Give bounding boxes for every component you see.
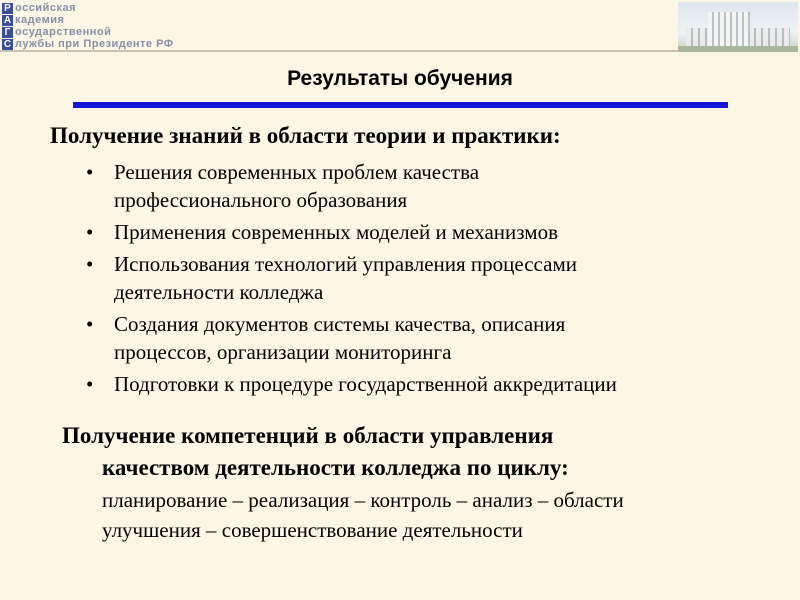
- logo-letter: Г: [2, 27, 13, 38]
- list-item-line: Решения современных проблем качества: [114, 160, 480, 184]
- logo-line: осударственной: [15, 26, 112, 38]
- list-item: [86, 310, 786, 366]
- logo-letter: С: [3, 39, 12, 50]
- header-divider: [0, 50, 680, 52]
- bullet-icon: •: [86, 372, 94, 396]
- building-photo: [678, 2, 798, 52]
- list-item-line: Создания документов системы качества, описания: [114, 312, 566, 336]
- list-item: [86, 370, 786, 398]
- bullet-icon: •: [86, 160, 94, 184]
- logo-letters: [2, 3, 13, 51]
- list-item: [86, 218, 786, 246]
- logo-letter: А: [3, 15, 12, 26]
- building-ground: [678, 46, 798, 52]
- logo-line: оссийская: [15, 2, 76, 14]
- list-item-line: Применения современных моделей и механизмов: [114, 220, 558, 244]
- cycle-text-cont: улучшения – совершенствование деятельности: [102, 518, 523, 542]
- list-item-line: Подготовки к процедуре государственной аккредитации: [114, 372, 617, 396]
- section-heading-competence-cont: качеством деятельности колледжа по циклу:: [102, 455, 569, 480]
- title-underline-bar: [73, 102, 728, 108]
- logo-line: кадемия: [15, 14, 65, 26]
- knowledge-list: [86, 158, 786, 402]
- section-heading-knowledge: Получение знаний в области теории и практики:: [50, 123, 561, 148]
- list-item: [86, 158, 786, 214]
- list-item-line: профессионального образования: [114, 188, 408, 212]
- bullet-icon: •: [86, 220, 94, 244]
- list-item-line: деятельности колледжа: [114, 280, 324, 304]
- logo-line: лужбы при Президенте РФ: [15, 38, 174, 50]
- logo-letter: Р: [2, 3, 13, 14]
- list-item-line: Использования технологий управления процессами: [114, 252, 577, 276]
- list-item: [86, 250, 786, 306]
- bullet-icon: •: [86, 312, 94, 336]
- bullet-icon: •: [86, 252, 94, 276]
- header: [0, 0, 800, 56]
- section-heading-competence: Получение компетенций в области управления: [62, 423, 554, 448]
- academy-logo: [0, 0, 220, 50]
- logo-text: [15, 2, 174, 50]
- slide-title: Результаты обучения: [287, 67, 513, 90]
- cycle-text: планирование – реализация – контроль – анализ – области: [102, 488, 624, 512]
- list-item-line: процессов, организации мониторинга: [114, 340, 452, 364]
